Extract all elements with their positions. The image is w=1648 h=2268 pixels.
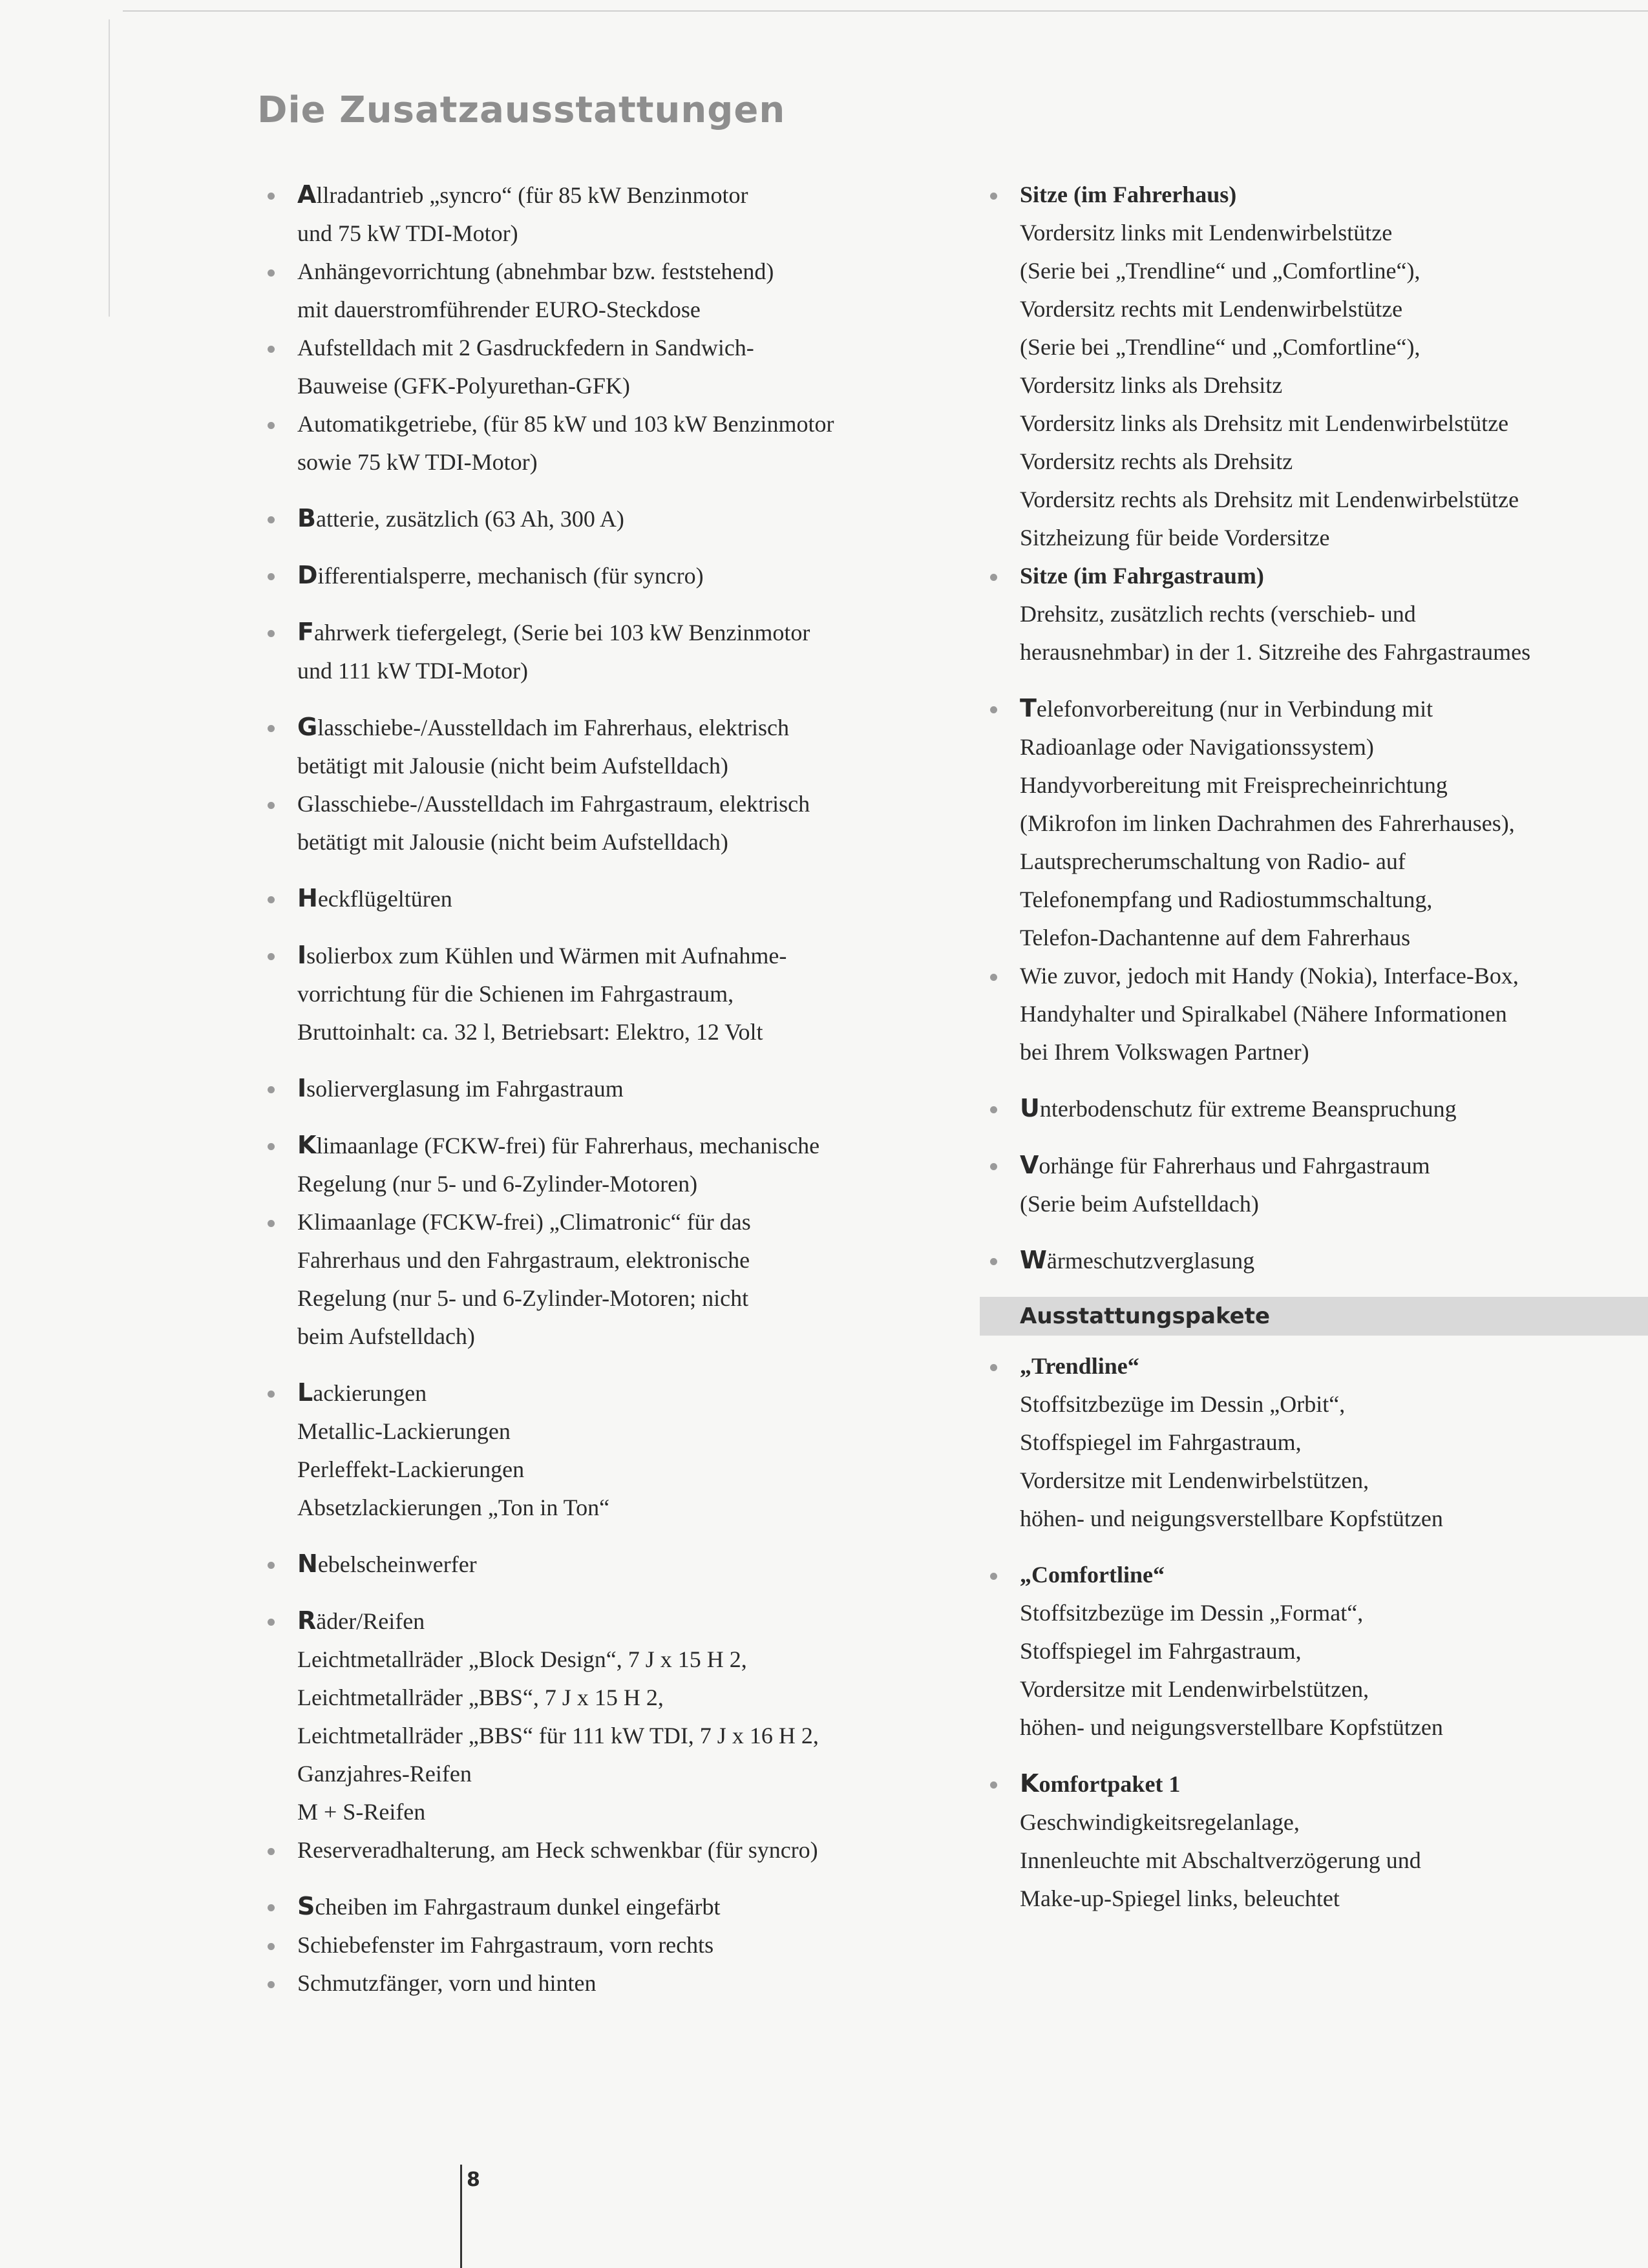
item-detail-line: Bruttoinhalt: ca. 32 l, Betriebsart: Elektro, 12 Volt (297, 1019, 763, 1045)
item-detail-line: Vordersitze mit Lendenwirbelstützen, (1020, 1676, 1369, 1702)
item-spacer (980, 1747, 1626, 1765)
item-spacer (980, 1128, 1626, 1146)
item-heading (297, 556, 942, 595)
item-heading (1020, 957, 1626, 995)
item-heading (297, 936, 942, 975)
item-detail-line: Vordersitz links mit Lendenwirbelstütze (1020, 220, 1393, 246)
item-heading (297, 1602, 942, 1641)
item-heading (297, 1069, 942, 1108)
page-edge-left (109, 19, 110, 317)
list-item (257, 1887, 942, 1926)
item-heading-text: Aufstelldach mit 2 Gasdruckfedern in Sandwich- (297, 335, 754, 361)
item-heading (297, 253, 942, 291)
list-item (257, 1602, 942, 1831)
item-detail-line: Geschwindigkeitsregelanlage, (1020, 1809, 1300, 1835)
item-detail-line: Telefonempfang und Radiostummschaltung, (1020, 887, 1433, 912)
item-detail-line: Vordersitz rechts als Drehsitz mit Lendenwirbelstütze (1020, 487, 1519, 512)
initial-letter: K (1020, 1769, 1039, 1798)
list-item (257, 405, 942, 481)
item-heading-text: elefonvorbereitung (nur in Verbindung mit (1036, 696, 1433, 722)
list-item (257, 176, 942, 253)
list-item (257, 556, 942, 595)
item-heading (1020, 1089, 1626, 1128)
initial-letter: L (297, 1378, 313, 1407)
item-detail-line: herausnehmbar) in der 1. Sitzreihe des Fahrgastraumes (1020, 639, 1531, 665)
list-item (980, 1146, 1626, 1223)
item-detail-line: Vordersitze mit Lendenwirbelstützen, (1020, 1467, 1369, 1493)
item-detail-line: Sitzheizung für beide Vordersitze (1020, 525, 1330, 551)
list-item (257, 708, 942, 785)
item-detail-line: Drehsitz, zusätzlich rechts (verschieb- und (1020, 601, 1416, 627)
item-detail-line: M + S-Reifen (297, 1799, 426, 1825)
item-detail-line: mit dauerstromführender EURO-Steckdose (297, 297, 701, 322)
left-column (257, 176, 942, 2002)
initial-letter: D (297, 561, 318, 589)
list-item (257, 1926, 942, 1964)
item-detail-line: Stoffsitzbezüge im Dessin „Orbit“, (1020, 1391, 1346, 1417)
item-heading-text: ärmeschutzverglasung (1046, 1248, 1255, 1274)
item-heading (297, 613, 942, 652)
list-item (257, 613, 942, 690)
item-detail-line: sowie 75 kW TDI-Motor) (297, 449, 538, 475)
list-item (980, 1556, 1626, 1747)
item-heading-text: cheiben im Fahrgastraum dunkel eingefärbt (315, 1894, 721, 1920)
list-item (257, 1964, 942, 2002)
item-spacer (257, 1869, 942, 1887)
list-item (257, 879, 942, 918)
item-detail-line: höhen- und neigungsverstellbare Kopfstützen (1020, 1714, 1443, 1740)
item-detail-line: (Mikrofon im linken Dachrahmen des Fahrerhauses), (1020, 810, 1515, 836)
item-heading (1020, 1146, 1626, 1185)
item-spacer (980, 1071, 1626, 1089)
item-spacer (257, 1356, 942, 1374)
item-heading-text: Klimaanlage (FCKW-frei) „Climatronic“ für das (297, 1209, 751, 1235)
item-heading-text: orhänge für Fahrerhaus und Fahrgastraum (1039, 1153, 1430, 1179)
item-detail-line: Bauweise (GFK-Polyurethan-GFK) (297, 373, 630, 399)
item-detail-line: Stoffsitzbezüge im Dessin „Format“, (1020, 1600, 1364, 1626)
item-heading (297, 405, 942, 443)
list-item (980, 1241, 1626, 1280)
item-detail-line: Regelung (nur 5- und 6-Zylinder-Motoren; nicht (297, 1285, 749, 1311)
item-detail-line: Stoffspiegel im Fahrgastraum, (1020, 1429, 1302, 1455)
page-edge-top (123, 10, 1648, 12)
item-heading (297, 1374, 942, 1412)
section-header-packages: Ausstattungspakete (980, 1297, 1648, 1336)
list-item (980, 689, 1626, 957)
list-item (257, 1374, 942, 1527)
item-detail-line: und 111 kW TDI-Motor) (297, 658, 528, 684)
item-detail-line: Vordersitz links als Drehsitz mit Lendenwirbelstütze (1020, 410, 1509, 436)
item-heading-text: Schiebefenster im Fahrgastraum, vorn rechts (297, 1932, 714, 1958)
item-spacer (257, 861, 942, 879)
item-detail-line: Leichtmetallräder „Block Design“, 7 J x 15 H 2, (297, 1646, 747, 1672)
item-detail-line: Handyvorbereitung mit Freisprecheinrichtung (1020, 772, 1448, 798)
item-heading-text: lasschiebe-/Ausstelldach im Fahrerhaus, elektrisch (317, 715, 789, 740)
item-heading (297, 708, 942, 747)
list-item (257, 1126, 942, 1203)
item-heading-text: llradantrieb „syncro“ (für 85 kW Benzinmotor (316, 182, 748, 208)
initial-letter: R (297, 1606, 317, 1635)
item-spacer (257, 1527, 942, 1545)
item-heading-text: ackierungen (313, 1380, 427, 1406)
item-heading (1020, 176, 1626, 214)
initial-letter: H (297, 884, 318, 912)
item-detail-line: vorrichtung für die Schienen im Fahrgastraum, (297, 981, 734, 1007)
page-number-rule (460, 2165, 462, 2268)
item-spacer (980, 1538, 1626, 1556)
item-heading-text: ahrwerk tiefergelegt, (Serie bei 103 kW Benzinmotor (313, 620, 810, 646)
item-heading-text: Reserveradhalterung, am Heck schwenkbar (für syncro) (297, 1837, 818, 1863)
item-spacer (980, 671, 1626, 689)
list-item (980, 1089, 1626, 1128)
item-detail-line: höhen- und neigungsverstellbare Kopfstützen (1020, 1506, 1443, 1531)
item-heading (1020, 1556, 1626, 1594)
item-spacer (980, 1223, 1626, 1241)
initial-letter: A (297, 180, 317, 209)
item-heading (1020, 1241, 1626, 1280)
list-item (257, 936, 942, 1051)
initial-letter: V (1020, 1151, 1039, 1179)
item-heading-text: omfortpaket 1 (1039, 1771, 1181, 1797)
list-item (257, 329, 942, 405)
initial-letter: S (297, 1892, 315, 1920)
item-heading-text: nterbodenschutz für extreme Beanspruchung (1039, 1096, 1457, 1122)
item-heading-text: Glasschiebe-/Ausstelldach im Fahrgastraum, elektrisch (297, 791, 810, 817)
item-detail-line: Make-up-Spiegel links, beleuchtet (1020, 1885, 1340, 1911)
item-detail-line: (Serie bei „Trendline“ und „Comfortline“), (1020, 258, 1421, 284)
package-list (980, 1347, 1626, 1918)
item-heading (1020, 1765, 1626, 1803)
item-heading-text: ebelscheinwerfer (317, 1551, 477, 1577)
item-heading-text: Sitze (im Fahrgastraum) (1020, 563, 1264, 589)
item-heading-text: solierverglasung im Fahrgastraum (306, 1076, 624, 1102)
list-item (257, 1203, 942, 1356)
list-item (980, 1765, 1626, 1918)
item-detail-line: Metallic-Lackierungen (297, 1418, 511, 1444)
item-heading-text: „Comfortline“ (1020, 1562, 1165, 1588)
item-heading-text: äder/Reifen (316, 1608, 425, 1634)
item-heading (297, 1926, 942, 1964)
item-heading (297, 785, 942, 823)
item-spacer (257, 1051, 942, 1069)
item-spacer (257, 1584, 942, 1602)
item-detail-line: Handyhalter und Spiralkabel (Nähere Informationen (1020, 1001, 1507, 1027)
list-item (257, 785, 942, 861)
page-number: 8 (467, 2168, 480, 2191)
item-spacer (257, 690, 942, 708)
item-detail-line: Vordersitz rechts als Drehsitz (1020, 448, 1293, 474)
item-detail-line: und 75 kW TDI-Motor) (297, 220, 518, 246)
item-heading (1020, 1347, 1626, 1385)
item-heading (297, 329, 942, 367)
item-heading-text: eckflügeltüren (317, 886, 452, 912)
list-item (257, 253, 942, 329)
initial-letter: I (297, 1074, 307, 1102)
item-heading-text: Schmutzfänger, vorn und hinten (297, 1970, 597, 1996)
item-detail-line: Fahrerhaus und den Fahrgastraum, elektronische (297, 1247, 750, 1273)
item-heading-text: Wie zuvor, jedoch mit Handy (Nokia), Interface-Box, (1020, 963, 1519, 989)
item-heading (297, 176, 942, 215)
item-heading (297, 1964, 942, 2002)
item-heading (297, 1887, 942, 1926)
list-item (980, 557, 1626, 671)
right-column (980, 176, 1626, 1918)
item-detail-line: Leichtmetallräder „BBS“ für 111 kW TDI, 7 J x 16 H 2, (297, 1723, 819, 1748)
item-spacer (257, 538, 942, 556)
item-heading-text: limaanlage (FCKW-frei) für Fahrerhaus, mechanische (316, 1133, 820, 1159)
item-spacer (257, 595, 942, 613)
item-detail-line: Leichtmetallräder „BBS“, 7 J x 15 H 2, (297, 1685, 664, 1710)
list-item (257, 499, 942, 538)
initial-letter: W (1020, 1246, 1047, 1274)
item-detail-line: Innenleuchte mit Abschaltverzögerung und (1020, 1847, 1421, 1873)
right-feature-list (980, 176, 1626, 1280)
item-heading (1020, 557, 1626, 595)
initial-letter: F (297, 618, 314, 646)
initial-letter: B (297, 504, 316, 532)
item-detail-line: Lautsprecherumschaltung von Radio- auf (1020, 848, 1406, 874)
item-heading-text: atterie, zusätzlich (63 Ah, 300 A) (315, 506, 624, 532)
item-heading (297, 1203, 942, 1241)
initial-letter: N (297, 1549, 318, 1578)
list-item (980, 176, 1626, 557)
item-spacer (257, 481, 942, 499)
initial-letter: U (1020, 1094, 1040, 1122)
item-detail-line: Ganzjahres-Reifen (297, 1761, 472, 1787)
item-detail-line: beim Aufstelldach) (297, 1323, 475, 1349)
item-spacer (257, 918, 942, 936)
item-heading (297, 879, 942, 918)
item-heading (297, 499, 942, 538)
item-heading-text: solierbox zum Kühlen und Wärmen mit Aufnahme- (306, 943, 787, 969)
item-detail-line: Vordersitz links als Drehsitz (1020, 372, 1283, 398)
initial-letter: T (1020, 694, 1037, 722)
item-heading (1020, 689, 1626, 728)
item-heading-text: „Trendline“ (1020, 1353, 1139, 1379)
item-detail-line: Regelung (nur 5- und 6-Zylinder-Motoren) (297, 1171, 698, 1197)
item-detail-line: Vordersitz rechts mit Lendenwirbelstütze (1020, 296, 1403, 322)
item-spacer (257, 1108, 942, 1126)
item-heading (297, 1126, 942, 1165)
list-item (257, 1545, 942, 1584)
item-detail-line: (Serie beim Aufstelldach) (1020, 1191, 1259, 1217)
item-heading (297, 1831, 942, 1869)
item-detail-line: (Serie bei „Trendline“ und „Comfortline“), (1020, 334, 1421, 360)
list-item (980, 957, 1626, 1071)
item-detail-line: betätigt mit Jalousie (nicht beim Aufstelldach) (297, 753, 728, 779)
list-item (980, 1347, 1626, 1538)
item-heading-text: Sitze (im Fahrerhaus) (1020, 182, 1237, 207)
item-detail-line: betätigt mit Jalousie (nicht beim Aufstelldach) (297, 829, 728, 855)
item-heading-text: Automatikgetriebe, (für 85 kW und 103 kW Benzinmotor (297, 411, 834, 437)
list-item (257, 1831, 942, 1869)
item-heading (297, 1545, 942, 1584)
initial-letter: K (297, 1131, 317, 1159)
initial-letter: G (297, 713, 318, 741)
item-detail-line: Absetzlackierungen „Ton in Ton“ (297, 1495, 610, 1520)
page-title: Die Zusatzausstattungen (257, 89, 786, 131)
item-detail-line: Telefon-Dachantenne auf dem Fahrerhaus (1020, 925, 1411, 950)
initial-letter: I (297, 941, 307, 969)
list-item (257, 1069, 942, 1108)
item-detail-line: Perleffekt-Lackierungen (297, 1456, 525, 1482)
item-detail-line: Radioanlage oder Navigationssystem) (1020, 734, 1374, 760)
item-heading-text: ifferentialsperre, mechanisch (für syncro) (317, 563, 704, 589)
item-detail-line: Stoffspiegel im Fahrgastraum, (1020, 1638, 1302, 1664)
item-heading-text: Anhängevorrichtung (abnehmbar bzw. feststehend) (297, 258, 774, 284)
item-detail-line: bei Ihrem Volkswagen Partner) (1020, 1039, 1309, 1065)
